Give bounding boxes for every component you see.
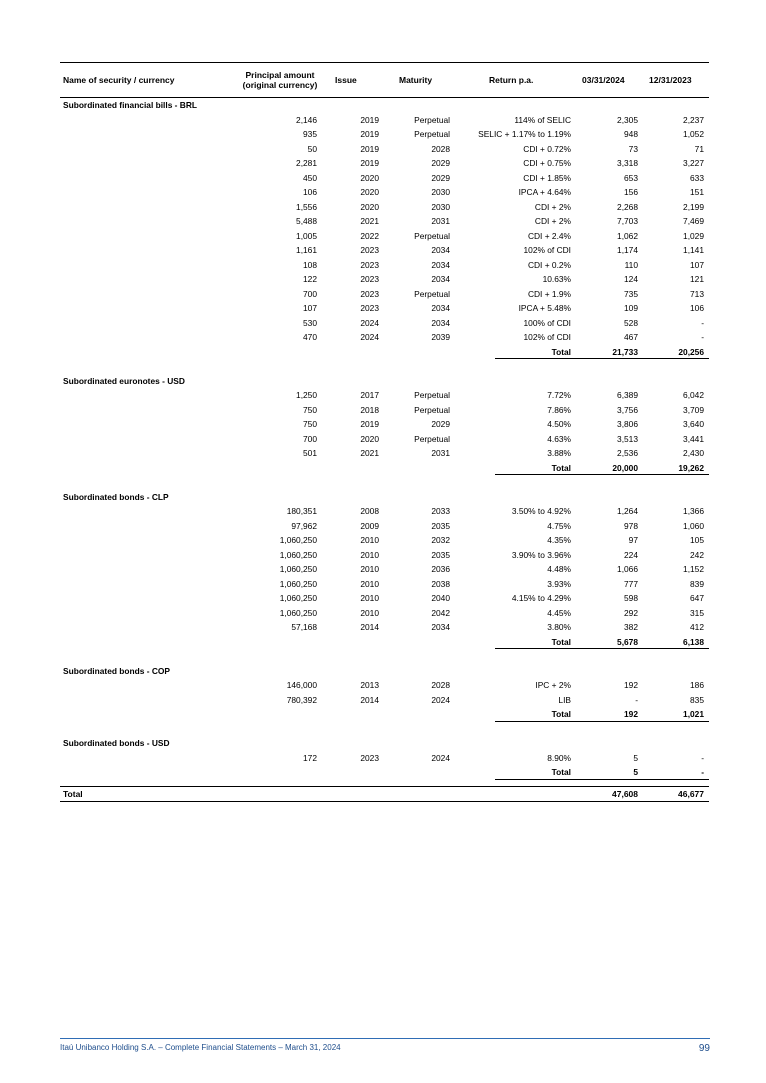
principal-amount-cell: 97,962 <box>291 520 317 531</box>
value-date-2-cell: 315 <box>690 607 704 618</box>
table-row <box>60 214 709 229</box>
issue-year-cell: 2017 <box>360 390 379 400</box>
principal-amount-cell: 450 <box>303 172 317 183</box>
grand-total-row <box>60 786 709 802</box>
maturity-cell: 2028 <box>431 680 450 690</box>
grand-total-date-1: 47,608 <box>612 788 638 799</box>
maturity-cell: 2034 <box>431 317 450 328</box>
issue-year-cell: 2020 <box>360 433 379 444</box>
value-date-2-cell: 1,366 <box>683 506 704 516</box>
principal-amount-cell: 1,005 <box>296 230 317 241</box>
section-total-row <box>60 345 709 360</box>
table-row <box>60 519 709 534</box>
maturity-cell: Perpetual <box>414 114 450 125</box>
maturity-cell: 2033 <box>431 506 450 516</box>
issue-year-cell: 2023 <box>360 245 379 255</box>
table-row <box>60 301 709 316</box>
header-return: Return p.a. <box>489 75 534 85</box>
return-rate-cell: LIB <box>558 694 571 705</box>
principal-amount-cell: 1,250 <box>296 390 317 400</box>
section-spacer <box>60 722 709 737</box>
value-date-1-cell: 2,536 <box>617 448 638 458</box>
header-maturity: Maturity <box>399 75 433 85</box>
grand-total-label: Total <box>63 788 83 799</box>
return-rate-cell: 114% of SELIC <box>514 114 571 125</box>
table-row <box>60 591 709 606</box>
issue-year-cell: 2010 <box>360 564 379 574</box>
section-total-date-2: 6,138 <box>683 636 704 647</box>
principal-amount-cell: 1,060,250 <box>279 549 317 560</box>
issue-year-cell: 2008 <box>360 506 379 516</box>
section-total-label: Total <box>551 767 571 777</box>
issue-year-cell: 2024 <box>360 317 379 328</box>
value-date-2-cell: 839 <box>690 578 704 589</box>
value-date-2-cell: 6,042 <box>683 390 704 400</box>
table-row <box>60 229 709 244</box>
principal-amount-cell: 1,161 <box>296 245 317 255</box>
issue-year-cell: 2020 <box>360 187 379 197</box>
value-date-1-cell: 6,389 <box>617 390 638 400</box>
return-rate-cell: CDI + 2% <box>534 216 571 226</box>
return-rate-cell: 4.15% to 4.29% <box>511 593 571 603</box>
principal-amount-cell: 5,488 <box>296 216 317 226</box>
value-date-2-cell: 106 <box>690 303 704 313</box>
value-date-2-cell: - <box>701 752 704 763</box>
maturity-cell: Perpetual <box>414 390 450 400</box>
return-rate-cell: CDI + 1.85% <box>523 172 571 183</box>
principal-amount-cell: 107 <box>303 303 317 313</box>
table-row <box>60 113 709 128</box>
section-total-label: Total <box>551 346 571 357</box>
value-date-2-cell: - <box>701 332 704 342</box>
issue-year-cell: 2010 <box>360 593 379 603</box>
return-rate-cell: 7.72% <box>547 390 571 400</box>
value-date-1-cell: 598 <box>624 593 638 603</box>
value-date-2-cell: 1,141 <box>683 245 704 255</box>
table-row <box>60 606 709 621</box>
value-date-1-cell: 5 <box>633 752 638 763</box>
maturity-cell: 2024 <box>431 694 450 705</box>
return-rate-cell: CDI + 0.75% <box>523 158 571 168</box>
issue-year-cell: 2023 <box>360 303 379 313</box>
header-date-1: 03/31/2024 <box>582 75 625 85</box>
value-date-1-cell: 110 <box>624 259 638 270</box>
maturity-cell: 2030 <box>431 201 450 212</box>
header-date-2: 12/31/2023 <box>649 75 692 85</box>
principal-amount-cell: 470 <box>303 332 317 342</box>
return-rate-cell: 7.86% <box>547 404 571 415</box>
return-rate-cell: 8.90% <box>547 752 571 763</box>
table-row <box>60 548 709 563</box>
issue-year-cell: 2023 <box>360 752 379 763</box>
header-issue: Issue <box>335 75 357 85</box>
section-total-row <box>60 765 709 780</box>
return-rate-cell: 4.35% <box>547 535 571 545</box>
maturity-cell: 2034 <box>431 259 450 270</box>
issue-year-cell: 2018 <box>360 404 379 415</box>
header-principal-line2: (original currency) <box>242 80 318 90</box>
table-row <box>60 693 709 708</box>
value-date-1-cell: 73 <box>628 143 638 154</box>
section-total-row <box>60 707 709 722</box>
return-rate-cell: SELIC + 1.17% to 1.19% <box>478 129 571 139</box>
value-date-1-cell: 978 <box>624 520 638 531</box>
value-date-2-cell: 2,237 <box>683 114 704 125</box>
header-principal <box>230 63 330 97</box>
issue-year-cell: 2019 <box>360 114 379 125</box>
section-spacer <box>60 475 709 490</box>
maturity-cell: 2030 <box>431 187 450 197</box>
return-rate-cell: IPCA + 5.48% <box>518 303 571 313</box>
issue-year-cell: 2023 <box>360 274 379 284</box>
page-number: 99 <box>698 1043 710 1054</box>
subtotal-underline <box>495 721 709 722</box>
value-date-2-cell: 3,441 <box>683 433 704 444</box>
maturity-cell: 2034 <box>431 274 450 284</box>
maturity-cell: 2029 <box>431 158 450 168</box>
section-title <box>60 664 709 679</box>
maturity-cell: 2035 <box>431 549 450 560</box>
value-date-1-cell: 124 <box>624 274 638 284</box>
return-rate-cell: 3.93% <box>547 578 571 589</box>
return-rate-cell: CDI + 1.9% <box>527 288 571 299</box>
issue-year-cell: 2022 <box>360 230 379 241</box>
principal-amount-cell: 108 <box>303 259 317 270</box>
maturity-cell: Perpetual <box>414 404 450 415</box>
maturity-cell: Perpetual <box>414 230 450 241</box>
footer-text: Itaú Unibanco Holding S.A. – Complete Financial Statements – March 31, 2024 <box>60 1043 341 1052</box>
issue-year-cell: 2023 <box>360 259 379 270</box>
value-date-2-cell: 151 <box>690 187 704 197</box>
table-row <box>60 127 709 142</box>
section-title-text: Subordinated bonds - USD <box>63 738 170 748</box>
issue-year-cell: 2020 <box>360 201 379 212</box>
section-total-label: Total <box>551 709 571 719</box>
value-date-1-cell: 2,305 <box>617 114 638 125</box>
section-total-date-1: 21,733 <box>612 346 638 357</box>
principal-amount-cell: 146,000 <box>286 680 317 690</box>
principal-amount-cell: 180,351 <box>286 506 317 516</box>
value-date-1-cell: 3,318 <box>617 158 638 168</box>
table-row <box>60 417 709 432</box>
value-date-1-cell: 777 <box>624 578 638 589</box>
maturity-cell: 2034 <box>431 303 450 313</box>
return-rate-cell: 102% of CDI <box>523 332 571 342</box>
value-date-2-cell: 242 <box>690 549 704 560</box>
issue-year-cell: 2021 <box>360 448 379 458</box>
value-date-1-cell: 1,264 <box>617 506 638 516</box>
value-date-2-cell: 2,430 <box>683 448 704 458</box>
maturity-cell: 2032 <box>431 535 450 545</box>
issue-year-cell: 2010 <box>360 607 379 618</box>
return-rate-cell: CDI + 2.4% <box>527 230 571 241</box>
principal-amount-cell: 1,060,250 <box>279 593 317 603</box>
section-total-label: Total <box>551 636 571 647</box>
return-rate-cell: 10.63% <box>542 274 571 284</box>
issue-year-cell: 2013 <box>360 680 379 690</box>
principal-amount-cell: 1,060,250 <box>279 607 317 618</box>
maturity-cell: 2035 <box>431 520 450 531</box>
maturity-cell: 2029 <box>431 172 450 183</box>
principal-amount-cell: 2,146 <box>296 114 317 125</box>
issue-year-cell: 2014 <box>360 622 379 632</box>
issue-year-cell: 2010 <box>360 549 379 560</box>
table-row <box>60 432 709 447</box>
value-date-1-cell: 1,066 <box>617 564 638 574</box>
value-date-1-cell: 3,756 <box>617 404 638 415</box>
value-date-1-cell: 948 <box>624 129 638 139</box>
subtotal-underline <box>495 358 709 359</box>
return-rate-cell: 100% of CDI <box>523 317 571 328</box>
maturity-cell: 2024 <box>431 752 450 763</box>
maturity-cell: 2040 <box>431 593 450 603</box>
table-row <box>60 272 709 287</box>
value-date-1-cell: 528 <box>624 317 638 328</box>
subtotal-underline <box>495 474 709 475</box>
table-row <box>60 504 709 519</box>
table-row <box>60 171 709 186</box>
section-total-label: Total <box>551 462 571 473</box>
return-rate-cell: 3.50% to 4.92% <box>511 506 571 516</box>
value-date-2-cell: 835 <box>690 694 704 705</box>
value-date-1-cell: 97 <box>628 535 638 545</box>
return-rate-cell: 4.50% <box>547 419 571 429</box>
value-date-2-cell: 71 <box>694 143 704 154</box>
section-title <box>60 98 709 113</box>
return-rate-cell: CDI + 2% <box>534 201 571 212</box>
principal-amount-cell: 700 <box>303 433 317 444</box>
principal-amount-cell: 750 <box>303 404 317 415</box>
value-date-1-cell: 735 <box>624 288 638 299</box>
section-spacer <box>60 359 709 374</box>
value-date-2-cell: 1,152 <box>683 564 704 574</box>
principal-amount-cell: 700 <box>303 288 317 299</box>
return-rate-cell: 4.75% <box>547 520 571 531</box>
value-date-2-cell: 7,469 <box>683 216 704 226</box>
principal-amount-cell: 501 <box>303 448 317 458</box>
section-total-date-1: 5,678 <box>617 636 638 647</box>
table-row <box>60 562 709 577</box>
issue-year-cell: 2010 <box>360 535 379 545</box>
value-date-1-cell: 382 <box>624 622 638 632</box>
value-date-1-cell: 224 <box>624 549 638 560</box>
value-date-1-cell: 7,703 <box>617 216 638 226</box>
return-rate-cell: CDI + 0.72% <box>523 143 571 154</box>
principal-amount-cell: 1,060,250 <box>279 578 317 589</box>
table-row <box>60 316 709 331</box>
return-rate-cell: CDI + 0.2% <box>527 259 571 270</box>
value-date-1-cell: 653 <box>624 172 638 183</box>
issue-year-cell: 2024 <box>360 332 379 342</box>
return-rate-cell: 4.63% <box>547 433 571 444</box>
return-rate-cell: 4.48% <box>547 564 571 574</box>
return-rate-cell: 3.90% to 3.96% <box>511 549 571 560</box>
table-row <box>60 287 709 302</box>
subtotal-underline <box>495 779 709 780</box>
issue-year-cell: 2014 <box>360 694 379 705</box>
table-header <box>60 62 709 98</box>
issue-year-cell: 2019 <box>360 129 379 139</box>
table-row <box>60 185 709 200</box>
value-date-1-cell: 1,062 <box>617 230 638 241</box>
principal-amount-cell: 50 <box>307 143 317 154</box>
section-total-date-2: 1,021 <box>683 709 704 719</box>
value-date-2-cell: 412 <box>690 622 704 632</box>
header-name: Name of security / currency <box>63 75 175 85</box>
maturity-cell: Perpetual <box>414 433 450 444</box>
maturity-cell: 2028 <box>431 143 450 154</box>
section-total-date-1: 192 <box>624 709 638 719</box>
issue-year-cell: 2009 <box>360 520 379 531</box>
subtotal-underline <box>495 648 709 649</box>
section-title-text: Subordinated euronotes - USD <box>63 375 185 386</box>
issue-year-cell: 2019 <box>360 158 379 168</box>
value-date-1-cell: 2,268 <box>617 201 638 212</box>
table-row <box>60 388 709 403</box>
value-date-1-cell: 156 <box>624 187 638 197</box>
section-title-text: Subordinated financial bills - BRL <box>63 100 198 110</box>
principal-amount-cell: 1,556 <box>296 201 317 212</box>
maturity-cell: 2031 <box>431 216 450 226</box>
principal-amount-cell: 106 <box>303 187 317 197</box>
value-date-2-cell: 1,029 <box>683 230 704 241</box>
return-rate-cell: 3.80% <box>547 622 571 632</box>
value-date-2-cell: 2,199 <box>683 201 704 212</box>
table-row <box>60 142 709 157</box>
section-total-date-2: 19,262 <box>678 462 704 473</box>
return-rate-cell: IPC + 2% <box>535 680 571 690</box>
maturity-cell: Perpetual <box>414 288 450 299</box>
principal-amount-cell: 530 <box>303 317 317 328</box>
value-date-1-cell: 1,174 <box>617 245 638 255</box>
issue-year-cell: 2019 <box>360 419 379 429</box>
section-total-row <box>60 461 709 476</box>
table-row <box>60 330 709 345</box>
maturity-cell: 2036 <box>431 564 450 574</box>
table-row <box>60 200 709 215</box>
value-date-1-cell: 467 <box>624 332 638 342</box>
value-date-2-cell: - <box>701 317 704 328</box>
issue-year-cell: 2023 <box>360 288 379 299</box>
value-date-1-cell: 292 <box>624 607 638 618</box>
value-date-1-cell: 3,806 <box>617 419 638 429</box>
table-row <box>60 533 709 548</box>
section-total-date-1: 5 <box>633 767 638 777</box>
return-rate-cell: 3.88% <box>547 448 571 458</box>
table-row <box>60 751 709 766</box>
section-title <box>60 490 709 505</box>
value-date-2-cell: 3,227 <box>683 158 704 168</box>
maturity-cell: 2038 <box>431 578 450 589</box>
issue-year-cell: 2010 <box>360 578 379 589</box>
grand-total-date-2: 46,677 <box>678 788 704 799</box>
maturity-cell: 2029 <box>431 419 450 429</box>
principal-amount-cell: 750 <box>303 419 317 429</box>
page-footer <box>60 1038 710 1053</box>
value-date-2-cell: 105 <box>690 535 704 545</box>
maturity-cell: 2031 <box>431 448 450 458</box>
maturity-cell: 2034 <box>431 245 450 255</box>
value-date-2-cell: 1,060 <box>683 520 704 531</box>
maturity-cell: 2034 <box>431 622 450 632</box>
table-row <box>60 678 709 693</box>
principal-amount-cell: 122 <box>303 274 317 284</box>
value-date-1-cell: 109 <box>624 303 638 313</box>
section-spacer <box>60 649 709 664</box>
section-title-text: Subordinated bonds - CLP <box>63 491 169 502</box>
section-title <box>60 736 709 751</box>
value-date-2-cell: 107 <box>690 259 704 270</box>
section-total-date-1: 20,000 <box>612 462 638 473</box>
return-rate-cell: 102% of CDI <box>523 245 571 255</box>
issue-year-cell: 2021 <box>360 216 379 226</box>
section-total-row <box>60 635 709 650</box>
table-row <box>60 577 709 592</box>
value-date-1-cell: - <box>635 694 638 705</box>
securities-table <box>60 62 709 802</box>
principal-amount-cell: 1,060,250 <box>279 535 317 545</box>
section-total-date-2: 20,256 <box>678 346 704 357</box>
value-date-2-cell: 647 <box>690 593 704 603</box>
section-title <box>60 374 709 389</box>
table-row <box>60 403 709 418</box>
principal-amount-cell: 172 <box>303 752 317 763</box>
maturity-cell: 2042 <box>431 607 450 618</box>
issue-year-cell: 2020 <box>360 172 379 183</box>
return-rate-cell: IPCA + 4.64% <box>518 187 571 197</box>
value-date-1-cell: 3,513 <box>617 433 638 444</box>
value-date-2-cell: 121 <box>690 274 704 284</box>
table-row <box>60 156 709 171</box>
section-total-date-2: - <box>701 767 704 777</box>
maturity-cell: 2039 <box>431 332 450 342</box>
value-date-2-cell: 3,709 <box>683 404 704 415</box>
table-body <box>60 98 709 780</box>
value-date-2-cell: 186 <box>690 680 704 690</box>
maturity-cell: Perpetual <box>414 129 450 139</box>
principal-amount-cell: 57,168 <box>291 622 317 632</box>
issue-year-cell: 2019 <box>360 143 379 154</box>
value-date-2-cell: 713 <box>690 288 704 299</box>
header-principal-line1: Principal amount <box>245 70 315 80</box>
table-row <box>60 620 709 635</box>
return-rate-cell: 4.45% <box>547 607 571 618</box>
value-date-2-cell: 1,052 <box>683 129 704 139</box>
principal-amount-cell: 780,392 <box>286 694 317 705</box>
table-row <box>60 258 709 273</box>
table-row <box>60 243 709 258</box>
table-row <box>60 446 709 461</box>
value-date-2-cell: 633 <box>690 172 704 183</box>
principal-amount-cell: 935 <box>303 129 317 139</box>
section-title-text: Subordinated bonds - COP <box>63 665 171 676</box>
principal-amount-cell: 2,281 <box>296 158 317 168</box>
principal-amount-cell: 1,060,250 <box>279 564 317 574</box>
value-date-2-cell: 3,640 <box>683 419 704 429</box>
value-date-1-cell: 192 <box>624 680 638 690</box>
